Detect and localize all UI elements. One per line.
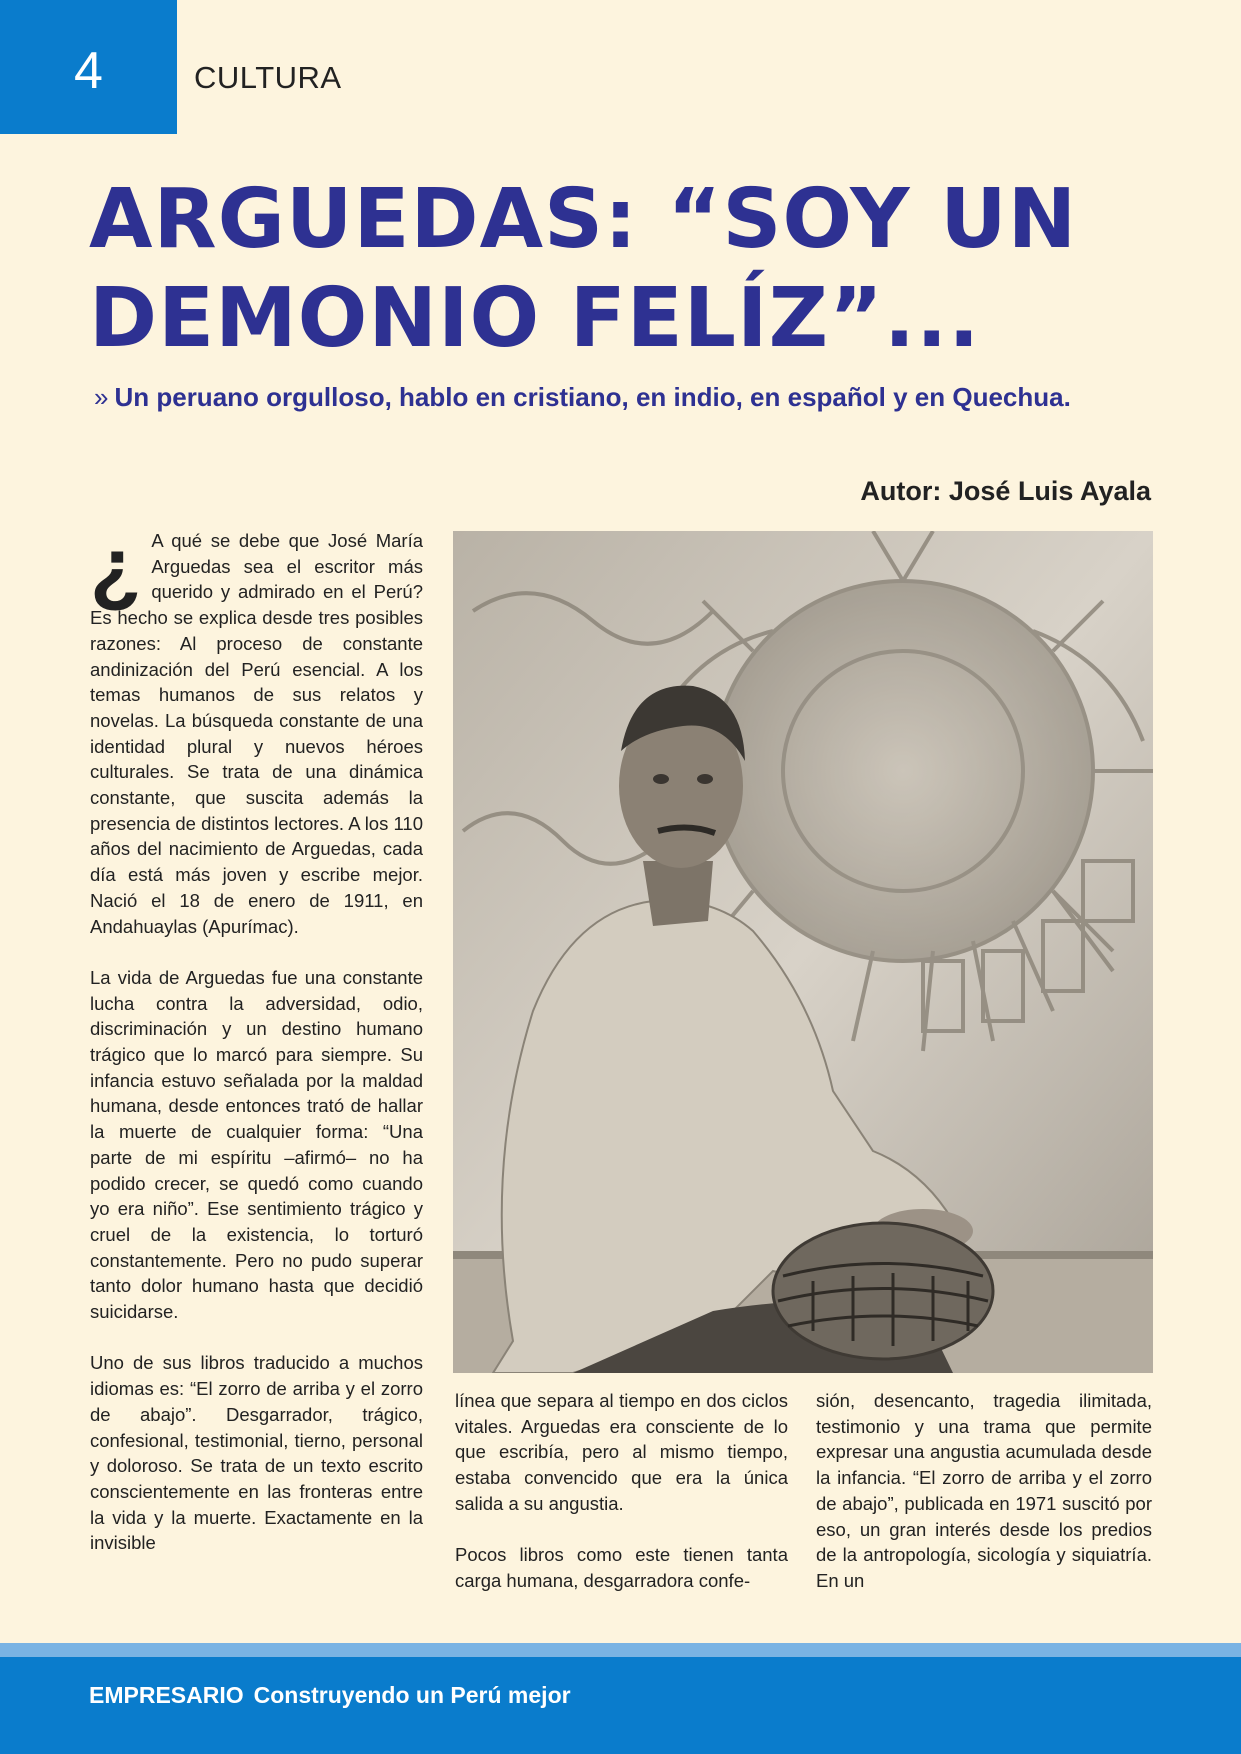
article-author: Autor: José Luis Ayala — [860, 476, 1151, 506]
paragraph-1: ¿ A qué se debe que José María Arguedas sea el escritor más querido y admirado en el Perú? Es hecho se explica desde tres posibles razones: Al proceso de constante andinización del Perú esencial. A los temas humanos de sus relatos y novelas. La búsqueda constante de una identidad plural y nuevos héroes culturales. Se trata de una dinámica constante, que suscita además la presencia de distintos lectores. A los 110 años del nacimiento de Arguedas, cada día está más joven y escribe mejor. Nació el 18 de enero de 1911, en Andahuaylas (Apurímac). — [90, 528, 423, 937]
footer-text — [89, 1682, 571, 1709]
footer-bar — [0, 1657, 1241, 1754]
section-label: CULTURA — [194, 60, 342, 95]
article-subtitle — [94, 382, 1214, 413]
page-number-box — [0, 0, 177, 134]
footer-tagline: Construyendo un Perú mejor — [253, 1682, 571, 1708]
paragraph-3: Uno de sus libros traducido a muchos idiomas es: “El zorro de arriba y el zorro de abajo”. Desgarrador, trágico, confesional, testimonial, tierno, personal y doloroso. Se trata de un texto escrito conscientemente en las fronteras entre la vida y la muerte. Exactamente en la invisible — [90, 1352, 423, 1554]
subtitle-marker: » — [94, 382, 109, 412]
paragraph-4: línea que separa al tiempo en dos ciclos vitales. Arguedas era consciente de lo que escribía, pero al mismo tiempo, estaba convencido que era la única salida a su angustia. — [455, 1390, 788, 1514]
text-column-2 — [455, 1388, 788, 1628]
paragraph-5: Pocos libros como este tienen tanta carga humana, desgarradora confe- — [455, 1544, 788, 1591]
title-line-1: ARGUEDAS: “SOY UN — [89, 172, 1078, 267]
paragraph-6: sión, desencanto, tragedia ilimitada, testimonio y una trama que permite expresar una angustia acumulada desde la infancia. “El zorro de arriba y el zorro de abajo”, publicada en 1971 suscitó por eso, un gran interés desde los predios de la antropología, sicología y siquiatría. En un — [816, 1390, 1152, 1591]
article-title — [89, 170, 1189, 368]
title-line-2: DEMONIO FELÍZ”... — [89, 271, 981, 366]
footer-stripe — [0, 1643, 1241, 1657]
paragraph-2: La vida de Arguedas fue una constante lucha contra la adversidad, odio, discriminación y un destino humano trágico que lo marcó para siempre. Su infancia estuvo señalada por la maldad humana, desde entonces trató de hallar la muerte de cualquier forma: “Una parte de mi espíritu –afirmó– no ha podido crecer, se quedó como cuando yo era niño”. Ese sentimiento trágico y cruel de la existencia, lo torturó constantemente. Pero no pudo superar tanto dolor humano hasta que decidió suicidarse. — [90, 966, 423, 1323]
footer-brand: EMPRESARIO — [89, 1682, 244, 1708]
page-number: 4 — [74, 42, 103, 100]
dropcap: ¿ — [90, 528, 142, 614]
portrait-photo — [453, 531, 1153, 1373]
subtitle-text: Un peruano orgulloso, hablo en cristiano, en indio, en español y en Quechua. — [114, 382, 1071, 412]
text-column-3 — [816, 1388, 1152, 1628]
text-column-1 — [90, 528, 423, 1628]
